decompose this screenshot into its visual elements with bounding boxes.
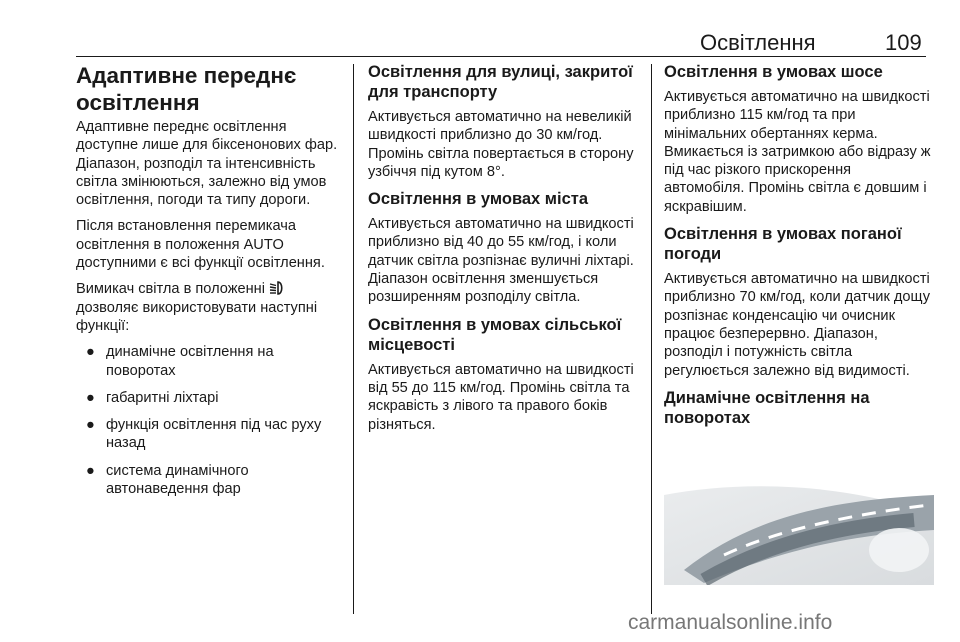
- page-number: 109: [885, 30, 922, 55]
- function-list: [76, 343, 346, 498]
- paragraph-closed-street: Активується автоматично на невеликій швидкості приблизно до 30 км/год. Промінь світла повертається в сторону узбіччя під кутом 8°.: [368, 109, 634, 180]
- list-item: ● система динамічного автонаведення фар: [86, 462, 249, 498]
- bullet-icon: ●: [86, 389, 95, 406]
- paragraph-highway: Активується автоматично на швидкості приблизно 115 км/год та при мінімальних обертаннях керма. Вмикається із затримкою або відразу ж під час різкого прискорення автомобіля. Промінь світла є довшим і яскравішим.: [664, 89, 931, 215]
- bullet-icon: ●: [86, 462, 95, 479]
- paragraph-switch-text-before: Вимикач світла в положенні: [76, 281, 265, 298]
- list-item: ● функція освітлення під час руху назад: [86, 417, 322, 452]
- paragraph-rural: Активується автоматично на швидкості від 55 до 115 км/год. Промінь світла та яскравість з лівого та правого боків різняться.: [368, 361, 634, 433]
- list-item: ● динамічне освітлення на поворотах: [86, 344, 274, 379]
- header-rule: [76, 56, 926, 57]
- column-left: [76, 62, 346, 507]
- paragraph-bad-weather: Активується автоматично на швидкості приблизно 70 км/год, коли датчик дощу розпізнає конденсацію чи очисник працює безперервно. Діапазон, розподіл і потужність світла регулюється залежно від видимості.: [664, 271, 931, 379]
- paragraph-switch-text-after: дозволяє використовувати наступні функції:: [76, 299, 318, 334]
- paragraph-city: Активується автоматично на швидкості приблизно від 40 до 55 км/год, і коли датчик світла розпізнає вуличні ліхтарі. Діапазон освітлення зменшується розширенням розподілу світла.: [368, 216, 634, 306]
- bullet-icon: ●: [86, 417, 95, 434]
- column-divider-left: [353, 64, 354, 614]
- subheading-bad-weather: Освітлення в умовах поганої погоди: [664, 225, 902, 264]
- subheading-city: Освітлення в умовах міста: [368, 190, 589, 209]
- subheading-rural: Освітлення в умовах сільської місцевості: [368, 315, 622, 354]
- subheading-closed-street: Освітлення для вулиці, закритої для транспорту: [368, 63, 633, 101]
- paragraph-auto: Після встановлення перемикача освітлення в положення AUTO доступними є всі функції освітлення.: [76, 218, 325, 272]
- column-right: [664, 62, 934, 434]
- list-item: ● габаритні ліхтарі: [86, 389, 219, 406]
- low-beam-headlight-icon: [269, 281, 285, 295]
- paragraph-intro: Адаптивне переднє освітлення доступне лише для біксенонових фар. Діапазон, розподіл та інтенсивність світла змінюються, залежно від умов освітлення, погоди та типу дороги.: [76, 119, 338, 209]
- column-divider-right: [651, 64, 652, 614]
- bullet-icon: ●: [86, 344, 95, 361]
- dynamic-curve-lighting-illustration: [664, 475, 934, 585]
- paragraph-switch-position: [76, 280, 346, 335]
- subheading-highway: Освітлення в умовах шосе: [664, 63, 883, 81]
- column-middle: [368, 62, 644, 442]
- watermark: carmanualsonline.info: [628, 611, 833, 634]
- section-heading-adaptive-lighting: Адаптивне переднє освітлення: [76, 63, 297, 115]
- header-title: Освітлення: [700, 30, 816, 55]
- subheading-dynamic-curve: Динамічне освітлення на поворотах: [664, 388, 870, 427]
